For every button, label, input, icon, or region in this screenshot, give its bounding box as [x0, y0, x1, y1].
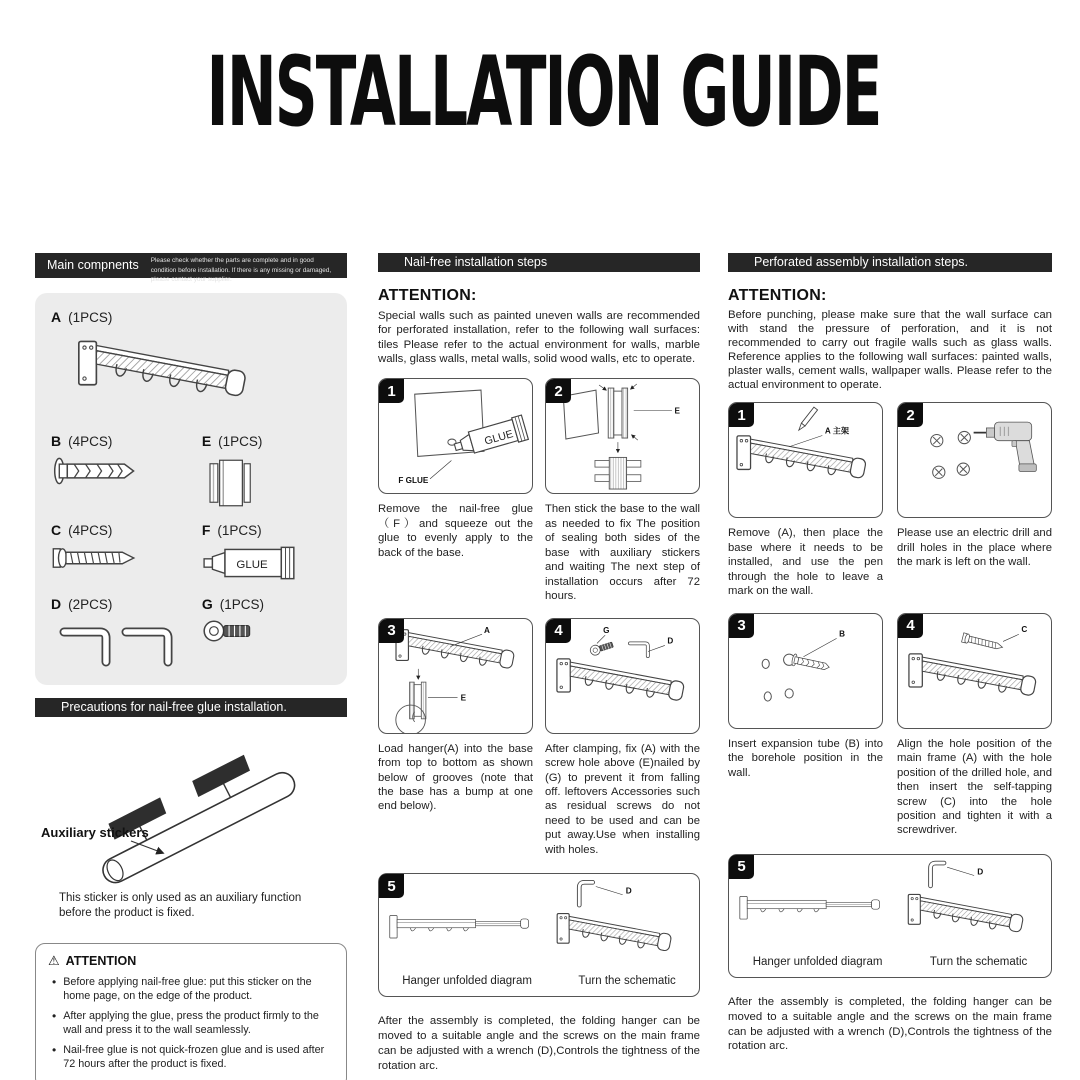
step-caption-2: Please use an electric drill and drill holes in the place where the mark is left on the wall.: [897, 527, 1052, 569]
precautions-header: Precautions for nail-free glue installation.: [35, 698, 347, 717]
step5-captions: [379, 975, 699, 987]
attention-bullet: • Before applying nail-free glue: put this sticker on the home page, on the edge of the product.: [52, 975, 334, 1003]
nail-free-header: Nail-free installation steps: [378, 253, 700, 272]
nail-free-column: [378, 253, 700, 1074]
step-box-1: [378, 378, 533, 494]
step-box-5: [378, 873, 700, 997]
step-number-badge: 4: [546, 619, 571, 643]
part-a-label: A: [484, 625, 490, 635]
step-caption-4: After clamping, fix (A) with the screw hole above (E)nailed by (G) to prevent it from falling off. leftovers Accessories such as residual screws do not need to be used and can be put away.Use when installing with holes.: [545, 742, 700, 856]
step-number-badge: 3: [379, 619, 404, 643]
attention-title: ATTENTION:: [728, 287, 827, 304]
step-caption-3: Insert expansion tube (B) into the borehole position in the wall.: [728, 737, 883, 779]
clip-bracket-icon: [202, 455, 260, 511]
step-caption-1: Remove (A), then place the base where it needs to be installed, and use the pen through the hole to leave a mark on the wall.: [728, 527, 883, 598]
step-number-badge: 1: [379, 379, 404, 403]
part-item-a: [51, 309, 333, 433]
attention-bullets: [52, 975, 334, 1071]
part-item-e: E (1PCS): [202, 433, 333, 516]
step-number-badge: 4: [898, 614, 923, 638]
allen-wrench-icons: [51, 618, 181, 670]
part-d-label: D: [667, 635, 674, 645]
unfolded-caption: Hanger unfolded diagram: [752, 955, 883, 968]
expansion-anchor-icon: [51, 455, 143, 487]
glue-tube-text: GLUE: [483, 428, 515, 449]
column-footer-text: After the assembly is completed, the folding hanger can be moved to a suitable angle and the screws on the main frame can be adjusted with a wrench (D),Controls the tightness of the rotation arc.: [378, 1015, 700, 1072]
step-caption-1: Remove the nail-free glue （F）and squeeze out the glue to evenly apply to the back of the base.: [378, 503, 533, 559]
perforated-header: Perforated assembly installation steps.: [728, 253, 1052, 272]
step-box-4: [897, 613, 1052, 729]
part-item-b: B (4PCS): [51, 433, 202, 516]
attention-text: Special walls such as painted uneven walls are recommended for perforated installation, refer to the following wall surfaces: tiles Please refer to the actual environment for walls, marble walls, glass walls, metal walls, solid wood walls, etc to operate.: [378, 310, 700, 366]
components-column: [35, 253, 347, 1080]
sticker-caption: This sticker is only used as an auxiliary function before the product is fixed.: [59, 892, 302, 919]
main-components-header: [35, 253, 347, 284]
step-box-4: [545, 618, 700, 734]
step-caption-4: Align the hole position of the main frame (A) with the hole position of the drilled hole, and then insert the self-tapping screw (C) into the hole position and tighten it with a screwdriver.: [897, 737, 1052, 837]
attention-bullet: • Nail-free glue is not quick-frozen glue and is used after 72 hours after the product is fixed.: [52, 1043, 334, 1071]
auxiliary-sticker-diagram: [35, 721, 347, 889]
part-c-label: C: [1021, 624, 1028, 634]
step-number-badge: 1: [729, 403, 754, 427]
attention-bullet: • After applying the glue, press the product firmly to the wall and press it to the wall seamlessly.: [52, 1009, 334, 1037]
attention-box: [35, 943, 347, 1080]
part-item-g: G (1PCS): [202, 596, 333, 675]
parts-panel: [35, 293, 347, 685]
part-d-label: D: [977, 866, 984, 877]
folding-hanger-icon: [61, 329, 266, 424]
turn-caption: Turn the schematic: [929, 955, 1028, 968]
part-g-label: G: [603, 625, 610, 635]
part-item-c: C (4PCS): [51, 522, 202, 590]
step-number-badge: 2: [546, 379, 571, 403]
page-title-wrap: [0, 36, 1080, 148]
main-components-note: Please check whether the parts are complete and in good condition before installation. If there is any missing or damaged, please contact your supplier.: [150, 257, 332, 284]
part-e-label: E: [460, 693, 467, 703]
attention-heading: [48, 953, 334, 969]
main-components-title: Main compnents: [47, 258, 139, 272]
step-box-3: [728, 613, 883, 729]
page-title: INSTALLATION GUIDE: [206, 36, 881, 148]
step-caption-3: Load hanger(A) into the base from top to bottom as shown below of grooves (note that the base has a bump at one end below).: [378, 742, 533, 813]
warning-icon: ⚠: [48, 952, 60, 968]
perforated-column: [728, 253, 1052, 1054]
steps-grid: [728, 402, 1052, 851]
attention-text: Before punching, please make sure that the wall surface can with stand the pressure of perforation, and it is not recommended to carry out fragile walls such as glass walls. Reference applies to the following wall surfaces: painted walls, plaster walls, cement walls, wallpaper walls. Please refer to the actual environment to operate.: [728, 309, 1052, 391]
attention-title: ATTENTION:: [378, 287, 477, 304]
column-footer-text: After the assembly is completed, the folding hanger can be moved to a suitable angle and the screws on the main frame can be adjusted with a wrench (D),Controls the tightness of the rotation arc.: [728, 995, 1052, 1053]
part-label: A (1PCS): [51, 309, 113, 325]
turn-caption: Turn the schematic: [578, 975, 676, 988]
step-number-badge: 5: [379, 874, 404, 898]
glue-tube-text: GLUE: [236, 559, 268, 572]
parts-grid: [51, 433, 333, 675]
screw-icon: [51, 544, 143, 572]
part-a-label: A 主架: [824, 426, 850, 436]
part-item-f: F (1PCS) GLUE: [202, 522, 333, 590]
steps-grid: [378, 378, 700, 871]
glue-tube-icon: [202, 544, 298, 582]
step-number-badge: 2: [898, 403, 923, 427]
unfolded-caption: Hanger unfolded diagram: [402, 975, 532, 988]
step-box-5: [728, 854, 1052, 978]
step-box-3: [378, 618, 533, 734]
attention-title: ATTENTION: [65, 953, 137, 968]
step-number-badge: 5: [729, 855, 754, 879]
step-box-2: [545, 378, 700, 494]
step-box-2: [897, 402, 1052, 518]
step-number-badge: 3: [729, 614, 754, 638]
step5-captions: [729, 956, 1051, 968]
part-e-label: E: [674, 406, 680, 416]
part-d-label: D: [625, 886, 632, 896]
auxiliary-stickers-label: Auxiliary stickers: [41, 825, 149, 840]
part-item-d: D (2PCS): [51, 596, 202, 675]
bolt-icon: [202, 618, 254, 644]
part-b-label: B: [839, 629, 846, 639]
step-caption-2: Then stick the base to the wall as needed to fix The position of sealing both sides of the base with auxiliary stickers and waiting The next step of installation occurs after 72 hours.: [545, 503, 700, 603]
part-f-label: F GLUE: [398, 476, 429, 486]
step-box-1: [728, 402, 883, 518]
